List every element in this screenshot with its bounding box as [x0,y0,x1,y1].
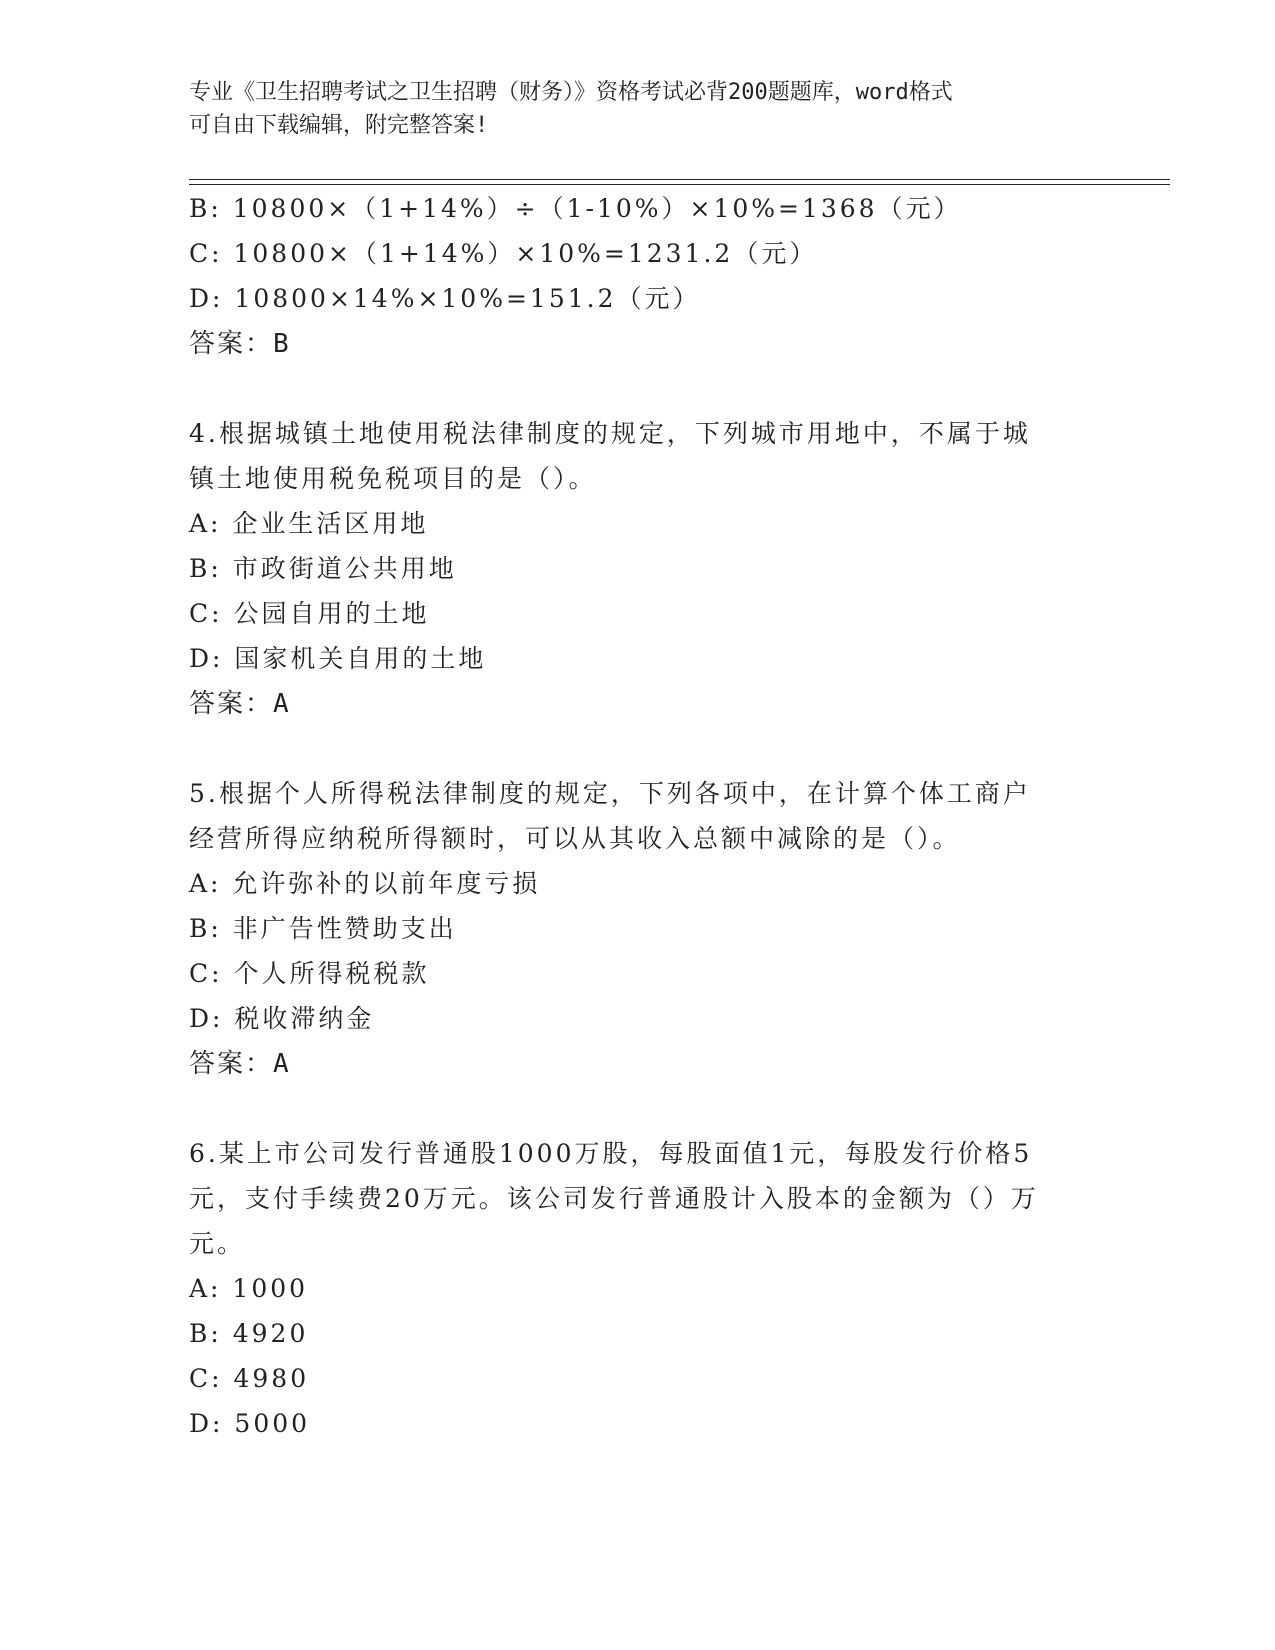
q3-option-b: B: 10800×（1+14%）÷（1-10%）×10%=1368（元） [189,194,962,223]
q4-answer: 答案：A [189,689,291,719]
q4-stem-line-1: 4.根据城镇土地使用税法律制度的规定，下列城市用地中，不属于城 [189,419,1031,448]
q5-answer: 答案：A [189,1049,291,1079]
q5-stem-line-1: 5.根据个人所得税法律制度的规定，下列各项中，在计算个体工商户 [189,779,1031,808]
q3-option-c: C: 10800×（1+14%）×10%=1231.2（元） [189,239,818,268]
q3-answer: 答案：B [189,329,291,359]
q6-option-d: D: 5000 [189,1409,311,1438]
q4-stem-line-2: 镇土地使用税免税项目的是（）。 [189,464,597,493]
q4-option-a: A: 企业生活区用地 [189,509,429,538]
q3-option-d: D: 10800×14%×10%=151.2（元） [189,284,701,313]
q5-option-a: A: 允许弥补的以前年度亏损 [189,869,541,898]
q6-option-c: C: 4980 [189,1364,310,1393]
q5-option-c: C: 个人所得税税款 [189,959,430,988]
q6-stem-line-3: 元。 [189,1229,246,1258]
q6-option-a: A: 1000 [189,1274,309,1303]
q6-option-b: B: 4920 [189,1319,309,1348]
q6-stem-line-2: 元，支付手续费20万元。该公司发行普通股计入股本的金额为（）万 [189,1184,1039,1213]
header-divider-top [189,179,1170,180]
q6-stem-line-1: 6.某上市公司发行普通股1000万股，每股面值1元，每股发行价格5 [189,1139,1033,1168]
header-title-line-2: 可自由下载编辑，附完整答案! [189,113,489,138]
q5-stem-line-2: 经营所得应纳税所得额时，可以从其收入总额中减除的是（）。 [189,824,961,853]
q4-option-d: D: 国家机关自用的土地 [189,644,487,673]
q5-option-d: D: 税收滞纳金 [189,1004,375,1033]
header-title-line-1: 专业《卫生招聘考试之卫生招聘（财务）》资格考试必背200题题库，word格式 [189,80,953,105]
q5-option-b: B: 非广告性赞助支出 [189,914,457,943]
q4-option-b: B: 市政街道公共用地 [189,554,457,583]
header-divider-bottom [189,184,1170,185]
document-header [189,76,1069,142]
q4-option-c: C: 公园自用的土地 [189,599,430,628]
